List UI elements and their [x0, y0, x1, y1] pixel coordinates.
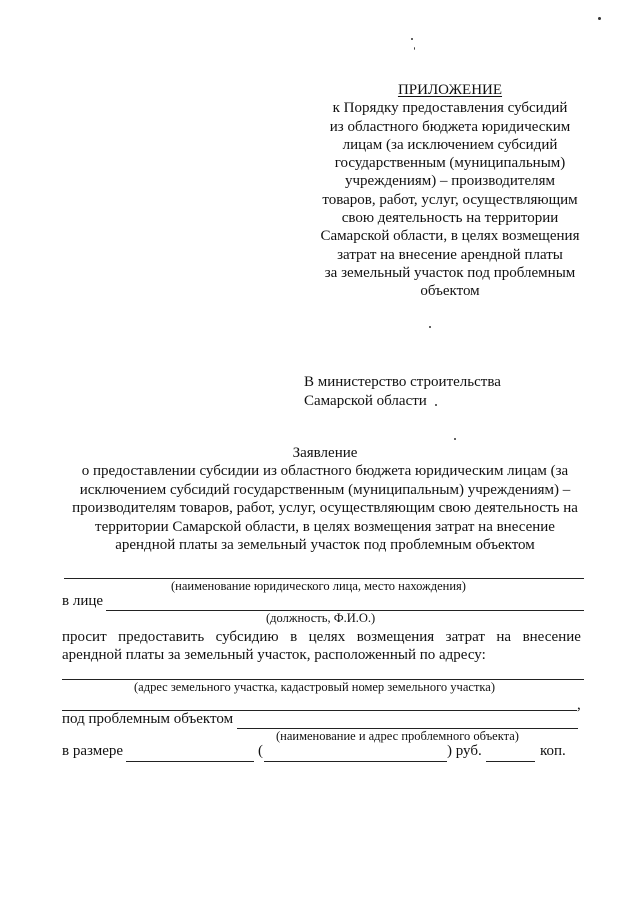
statement-block: [60, 444, 590, 554]
statement-line: производителям товаров, работ, услуг, осуществляющим свою деятельность на: [72, 500, 578, 517]
appendix-line: затрат на внесение арендной платы: [337, 246, 563, 263]
problem-object-label: под проблемным объектом: [62, 711, 234, 727]
request-word: затрат: [445, 629, 485, 645]
statement-line: территории Самарской области, в целях возмещения затрат на внесение: [95, 518, 555, 535]
appendix-line: учреждениям) – производителям: [344, 173, 556, 190]
addressee-block: [304, 373, 501, 410]
amount-label: в размере: [62, 743, 124, 759]
scan-speck: [435, 404, 437, 406]
appendix-line: из областного бюджета юридическим: [329, 118, 571, 135]
scan-speck: [414, 47, 415, 50]
statement-line: исключением субсидий государственным (муниципальным) учреждениям) –: [79, 481, 571, 498]
represented-by-label: в лице: [62, 593, 104, 609]
appendix-title: ПРИЛОЖЕНИЕ: [397, 82, 503, 98]
request-word: в: [290, 629, 298, 645]
kopecks-field[interactable]: [486, 761, 535, 762]
amount-rub-label: ) руб.: [447, 743, 482, 759]
scan-speck: [429, 326, 431, 328]
request-word: возмещения: [356, 629, 435, 645]
appendix-line: к Порядку предоставления субсидий: [332, 100, 568, 117]
request-word: целях: [308, 629, 346, 645]
address-caption: (адрес земельного участка, кадастровый номер земельного участка): [134, 680, 495, 694]
request-word: внесение: [522, 629, 581, 645]
request-line-1: [62, 629, 581, 646]
request-word: на: [496, 629, 512, 645]
position-caption: (должность, Ф.И.О.): [266, 611, 376, 625]
appendix-header: [300, 81, 600, 301]
appendix-line: Самарской области, в целях возмещения: [320, 228, 580, 245]
request-word: предоставить: [118, 629, 205, 645]
problem-object-caption: (наименование и адрес проблемного объекта): [276, 729, 519, 743]
amount-open-paren: (: [258, 743, 263, 759]
appendix-line: государственным (муниципальным): [334, 155, 566, 172]
request-line-2: арендной платы за земельный участок, расположенный по адресу:: [62, 647, 486, 663]
appendix-line: объектом: [420, 283, 480, 300]
address-comma: ,: [577, 697, 581, 713]
scan-speck: [598, 17, 601, 20]
entity-name-caption: (наименование юридического лица, место нахождения): [171, 579, 466, 593]
addressee-line: Самарской области: [304, 392, 427, 409]
statement-line: о предоставлении субсидии из областного бюджета юридическим лицам (за: [81, 463, 569, 480]
appendix-line: свою деятельность на территории: [341, 210, 559, 227]
statement-line: арендной платы за земельный участок под проблемным объектом: [115, 537, 535, 554]
amount-words-field[interactable]: [264, 761, 447, 762]
appendix-line: за земельный участок под проблемным: [324, 264, 576, 281]
appendix-line: товаров, работ, услуг, осуществляющим: [322, 191, 578, 208]
scan-speck: [454, 438, 456, 440]
appendix-line: лицам (за исключением субсидий: [342, 136, 558, 153]
addressee-line: В министерство строительства: [304, 374, 501, 390]
scan-speck: [411, 38, 413, 40]
request-word: просит: [62, 629, 107, 645]
statement-title: Заявление: [292, 445, 358, 461]
amount-number-field[interactable]: [126, 761, 254, 762]
request-word: субсидию: [215, 629, 279, 645]
kopecks-label: коп.: [540, 743, 566, 759]
